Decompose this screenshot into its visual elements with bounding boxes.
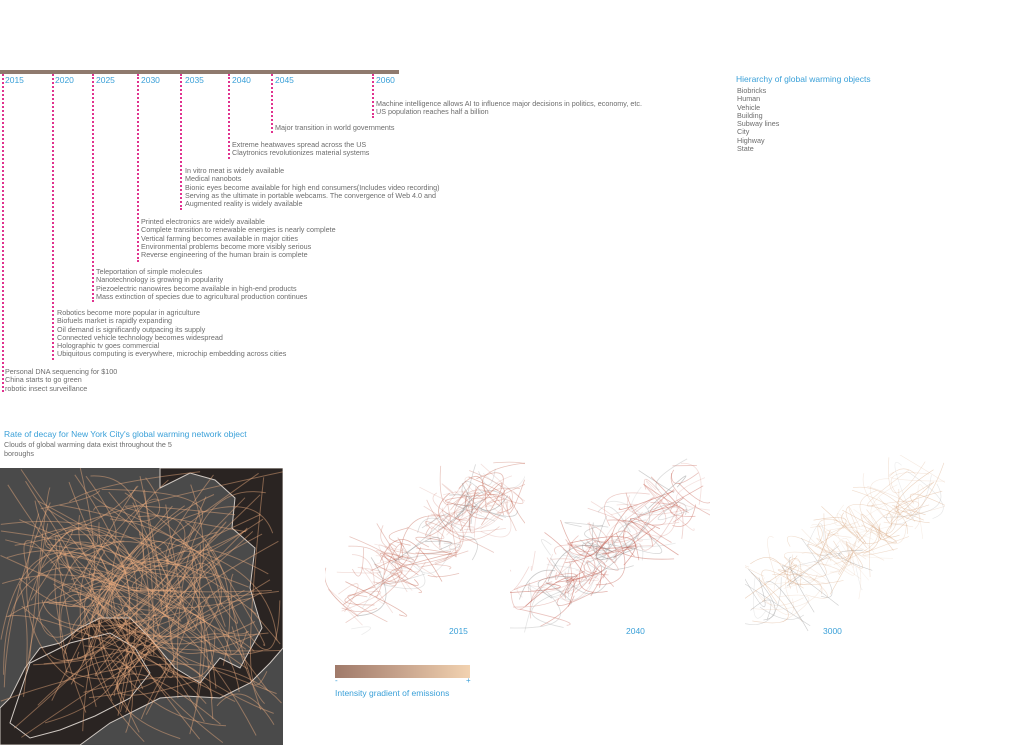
hierarchy-item: Building bbox=[737, 110, 763, 120]
cloud-stroke bbox=[751, 573, 788, 623]
intensity-gradient-bar bbox=[335, 665, 470, 678]
year-2020: 2020 bbox=[55, 75, 74, 85]
map-graphic bbox=[0, 468, 283, 745]
cloud-graphic bbox=[745, 455, 945, 635]
events-2030 bbox=[141, 218, 336, 259]
cloud-stroke bbox=[510, 568, 511, 578]
cloud-3000 bbox=[745, 455, 945, 635]
cloud-stroke bbox=[745, 565, 764, 577]
cloud-stroke bbox=[352, 548, 363, 576]
event: Holographic tv goes commercial bbox=[57, 341, 160, 351]
cloud-stroke bbox=[416, 537, 453, 547]
event: Major transition in world governments bbox=[275, 123, 395, 132]
cloud-graphic bbox=[510, 455, 710, 635]
event: Vertical farming becomes available in major cities bbox=[141, 233, 298, 243]
hierarchy-item: Highway bbox=[737, 135, 765, 145]
year-2045: 2045 bbox=[275, 75, 294, 85]
event: Ubiquitous computing is everywhere, microchip embedding across cities bbox=[57, 349, 287, 359]
hierarchy-list bbox=[737, 87, 779, 153]
events-2025 bbox=[96, 268, 307, 301]
timeline-bar bbox=[0, 70, 399, 74]
event: Mass extinction of species due to agricultural production continues bbox=[96, 291, 308, 301]
event: Bionic eyes become available for high end consumers(Includes video recording) bbox=[185, 182, 440, 192]
timeline-line-2020 bbox=[52, 74, 54, 360]
year-2025: 2025 bbox=[96, 75, 115, 85]
events-2035 bbox=[185, 167, 440, 208]
cloud-stroke bbox=[884, 522, 913, 527]
event: Reverse engineering of the human brain is complete bbox=[141, 250, 308, 260]
event: Connected vehicle technology becomes widespread bbox=[57, 332, 223, 342]
event: Complete transition to renewable energies is nearly complete bbox=[141, 225, 336, 235]
cloud-graphic bbox=[325, 455, 525, 635]
event: Oil demand is significantly outpacing its supply bbox=[57, 324, 206, 334]
gradient-max-label: + bbox=[466, 676, 471, 685]
cloud-stroke bbox=[337, 567, 381, 573]
hierarchy-title: Hierarchy of global warming objects bbox=[736, 74, 871, 84]
event: robotic insect surveillance bbox=[5, 383, 88, 393]
event: Printed electronics are widely available bbox=[141, 217, 265, 226]
event: Nanotechnology is growing in popularity bbox=[96, 275, 224, 285]
cloud-stroke bbox=[384, 549, 425, 589]
cloud-2015 bbox=[325, 455, 525, 635]
cloud-stroke bbox=[351, 627, 370, 635]
emission-stroke bbox=[47, 509, 93, 549]
cloud-stroke bbox=[888, 457, 925, 493]
cloud-stroke bbox=[797, 554, 841, 566]
gradient-label: Intensity gradient of emissions bbox=[335, 688, 450, 698]
event: Biofuels market is rapidly expanding bbox=[57, 316, 173, 326]
hierarchy-item: Vehicle bbox=[737, 102, 761, 112]
cloud-strokes bbox=[325, 462, 525, 635]
event: Augmented reality is widely available bbox=[185, 199, 303, 209]
cloud-stroke bbox=[870, 479, 889, 522]
cloud-stroke bbox=[541, 596, 575, 627]
cloud-stroke bbox=[871, 485, 898, 539]
hierarchy-item: Subway lines bbox=[737, 119, 780, 129]
cloud-stroke bbox=[867, 486, 920, 529]
year-2035: 2035 bbox=[185, 75, 204, 85]
year-2060: 2060 bbox=[376, 75, 395, 85]
timeline-line-2015 bbox=[2, 74, 4, 392]
events-2060 bbox=[376, 100, 642, 117]
cloud-stroke bbox=[531, 551, 535, 571]
event: Medical nanobots bbox=[185, 174, 242, 184]
cloud-stroke bbox=[849, 507, 860, 538]
nyc-borough-map bbox=[0, 468, 283, 745]
year-2040: 2040 bbox=[232, 75, 251, 85]
cloud-stroke bbox=[510, 560, 529, 592]
event: Machine intelligence allows AI to influence major decisions in politics, economy, etc. bbox=[376, 99, 642, 108]
decay-title: Rate of decay for New York City's global warming network object bbox=[4, 429, 247, 439]
cloud-stroke bbox=[886, 482, 934, 537]
emission-stroke bbox=[217, 694, 274, 725]
cloud-2040 bbox=[510, 455, 710, 635]
event: Robotics become more popular in agriculture bbox=[57, 308, 201, 317]
event: Teleportation of simple molecules bbox=[96, 267, 203, 276]
event: Extreme heatwaves spread across the US bbox=[232, 140, 367, 149]
cloud-stroke bbox=[435, 565, 451, 570]
cloud-stroke bbox=[830, 553, 853, 594]
year-2015: 2015 bbox=[5, 75, 24, 85]
cloud-stroke bbox=[541, 539, 551, 555]
timeline-line-2025 bbox=[92, 74, 94, 302]
timeline-line-2060 bbox=[372, 74, 374, 118]
cloud-label-3000: 3000 bbox=[823, 626, 842, 636]
event: Personal DNA sequencing for $100 bbox=[5, 367, 118, 376]
hierarchy-item: Biobricks bbox=[737, 86, 767, 95]
event: US population reaches half a billion bbox=[376, 107, 489, 117]
cloud-stroke bbox=[565, 522, 608, 527]
decay-subtitle: Clouds of global warming data exist throughout the 5 boroughs bbox=[4, 440, 172, 458]
event: Piezoelectric nanowires become available in high-end products bbox=[96, 283, 297, 293]
gradient-min-label: - bbox=[335, 676, 338, 685]
events-2040 bbox=[232, 141, 369, 158]
event: Serving as the ultimate in portable webcams. The convergence of Web 4.0 and bbox=[185, 190, 437, 200]
timeline-line-2045 bbox=[271, 74, 273, 133]
events-2045 bbox=[275, 124, 394, 132]
year-2030: 2030 bbox=[141, 75, 160, 85]
event: Environmental problems become more visibly serious bbox=[141, 241, 312, 251]
event: China starts to go green bbox=[5, 375, 82, 385]
cloud-label-2040: 2040 bbox=[626, 626, 645, 636]
cloud-label-2015: 2015 bbox=[449, 626, 468, 636]
hierarchy-item: City bbox=[737, 127, 750, 137]
events-2020 bbox=[57, 309, 286, 359]
event: Claytronics revolutionizes material systems bbox=[232, 148, 370, 158]
timeline-line-2040 bbox=[228, 74, 230, 159]
timeline-line-2035 bbox=[180, 74, 182, 210]
cloud-stroke bbox=[856, 567, 863, 590]
cloud-strokes bbox=[745, 455, 945, 631]
hierarchy-item: State bbox=[737, 144, 754, 154]
hierarchy-item: Human bbox=[737, 94, 761, 104]
cloud-stroke bbox=[918, 485, 924, 539]
cloud-strokes bbox=[510, 459, 710, 633]
timeline-line-2030 bbox=[137, 74, 139, 262]
event: In vitro meat is widely available bbox=[185, 166, 285, 175]
events-2015 bbox=[5, 368, 117, 393]
cloud-stroke bbox=[896, 455, 945, 497]
